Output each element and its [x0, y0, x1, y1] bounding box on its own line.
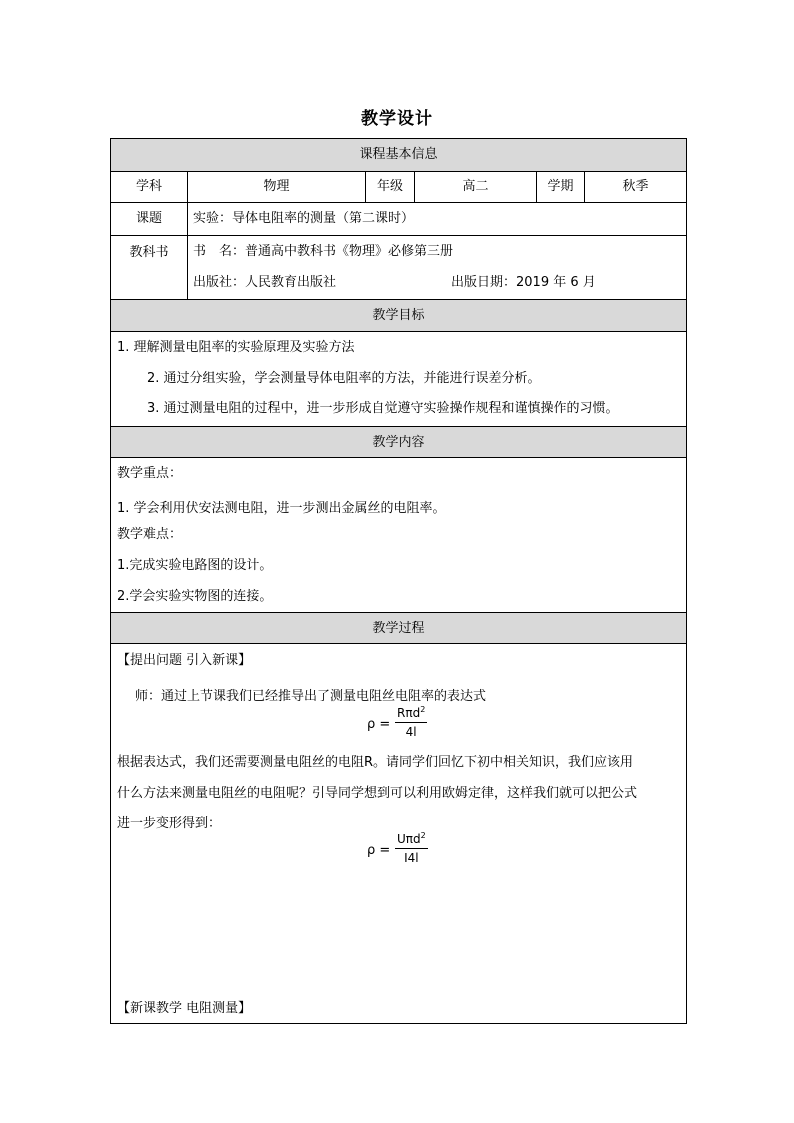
grade-label: 年级	[376, 179, 403, 194]
goal-item-3: 3. 通过测量电阻的过程中，进一步形成自觉遵守实验操作规程和谨慎操作的习惯。	[147, 401, 619, 416]
topic-label: 课题	[135, 211, 162, 226]
section-intro-heading: 【提出问题 引入新课】	[117, 653, 252, 668]
topic-value: 实验：导体电阻率的测量（第二课时）	[193, 211, 415, 226]
difficulty-2: 2.学会实验实物图的连接。	[117, 589, 273, 604]
paragraph-line-3: 进一步变形得到：	[117, 816, 222, 831]
resistivity-formula-2	[367, 831, 447, 871]
formula-1-denominator: 4l	[405, 725, 417, 739]
term-value: 秋季	[622, 179, 649, 194]
textbook-publisher: 出版社：人民教育出版社	[193, 275, 337, 290]
goal-item-1: 1. 理解测量电阻率的实验原理及实验方法	[117, 340, 355, 355]
goal-item-2: 2. 通过分组实验，学会测量导体电阻率的方法，并能进行误差分析。	[147, 371, 541, 386]
process-header: 教学过程	[111, 613, 686, 643]
textbook-name: 书 名：普通高中教科书《物理》必修第三册	[193, 244, 454, 259]
lesson-table	[110, 138, 687, 1024]
formula-2-lhs: ρ =	[367, 843, 391, 858]
content-header: 教学内容	[111, 427, 686, 457]
goals-header: 教学目标	[111, 300, 686, 331]
difficulty-label: 教学难点：	[117, 527, 183, 542]
formula-1-lhs: ρ =	[367, 717, 391, 732]
paragraph-line-2: 什么方法来测量电阻丝的电阻呢？引导同学想到可以利用欧姆定律，这样我们就可以把公式	[117, 786, 638, 801]
key-points-label: 教学重点：	[117, 466, 183, 481]
subject-value: 物理	[263, 179, 290, 194]
document-title: 教学设计	[361, 109, 433, 129]
teacher-line: 师：通过上节课我们已经推导出了测量电阻丝电阻率的表达式	[135, 689, 487, 704]
formula-1-numerator: Rπd	[397, 706, 421, 720]
grade-value: 高二	[462, 179, 489, 194]
resistivity-formula-1	[367, 705, 447, 745]
term-label: 学期	[547, 179, 574, 194]
formula-2-denominator: I4l	[404, 851, 419, 865]
subject-label: 学科	[135, 179, 162, 194]
formula-2-exponent: 2	[420, 831, 426, 840]
basic-info-header: 课程基本信息	[111, 139, 686, 171]
formula-1-exponent: 2	[420, 705, 426, 714]
difficulty-1: 1.完成实验电路图的设计。	[117, 558, 273, 573]
section-new-lesson-heading: 【新课教学 电阻测量】	[117, 1001, 252, 1016]
textbook-pub-date: 出版日期：2019 年 6 月	[451, 275, 596, 290]
textbook-label: 教科书	[129, 245, 169, 260]
formula-2-numerator: Uπd	[397, 832, 421, 846]
paragraph-line-1: 根据表达式，我们还需要测量电阻丝的电阻R。请同学们回忆下初中相关知识，我们应该用	[117, 755, 634, 770]
key-point-1: 1. 学会利用伏安法测电阻，进一步测出金属丝的电阻率。	[117, 501, 446, 516]
